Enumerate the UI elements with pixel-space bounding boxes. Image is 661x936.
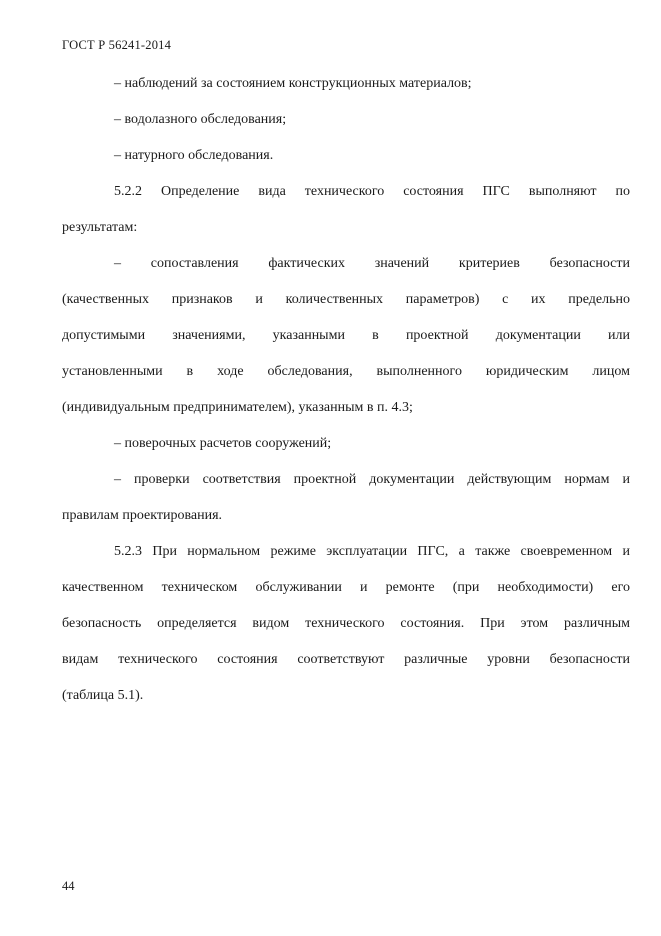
paragraph-line: результатам:	[62, 220, 138, 235]
list-item: – натурного обследования.	[114, 148, 274, 163]
list-item: – водолазного обследования;	[114, 112, 287, 127]
paragraph-line: правилам проектирования.	[62, 508, 223, 523]
list-item: – сопоставления фактических значений критериев безопасности	[114, 256, 630, 271]
paragraph-line: установленными в ходе обследования, выполненного юридическим лицом	[62, 364, 630, 379]
paragraph-line: видам технического состояния соответствуют различные уровни безопасности	[62, 652, 630, 667]
paragraph-line: 5.2.2 Определение вида технического состояния ПГС выполняют по	[114, 184, 630, 199]
paragraph-line: (качественных признаков и количественных параметров) с их предельно	[62, 292, 630, 307]
list-item: – поверочных расчетов сооружений;	[114, 436, 332, 451]
list-item: – проверки соответствия проектной документации действующим нормам и	[114, 472, 630, 487]
paragraph-line: 5.2.3 При нормальном режиме эксплуатации ПГС, а также своевременном и	[114, 544, 630, 559]
paragraph-line: (таблица 5.1).	[62, 688, 144, 703]
list-item: – наблюдений за состоянием конструкционных материалов;	[114, 76, 472, 91]
paragraph-line: безопасность определяется видом технического состояния. При этом различным	[62, 616, 630, 631]
page-number: 44	[62, 879, 75, 893]
body-text	[62, 66, 630, 714]
paragraph-line: допустимыми значениями, указанными в проектной документации или	[62, 328, 630, 343]
paragraph-line: качественном техническом обслуживании и ремонте (при необходимости) его	[62, 580, 630, 595]
paragraph-line: (индивидуальным предпринимателем), указанным в п. 4.3;	[62, 400, 413, 415]
document-header: ГОСТ Р 56241-2014	[62, 38, 172, 52]
